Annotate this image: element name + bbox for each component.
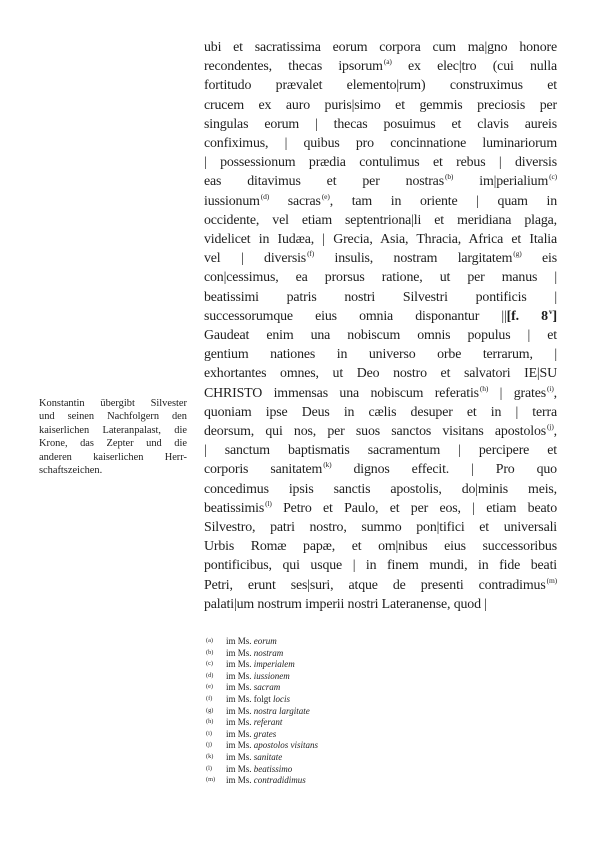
text-line	[204, 76, 557, 95]
footnote-word: sacram	[253, 682, 281, 693]
footnote-prefix: im Ms.	[226, 659, 252, 670]
text-line	[204, 595, 557, 614]
footnote-ref: (k)	[323, 460, 332, 470]
text-run: | grates	[488, 385, 547, 401]
footnote-mark: (c)	[206, 660, 213, 668]
footnote-ref: (a)	[383, 57, 392, 67]
footnote-ref: (e)	[321, 191, 330, 201]
text-run: Petri, erunt ses|suri, atque de presenti contradimus	[204, 577, 546, 593]
footnote-mark: (a)	[206, 637, 213, 644]
footnote-prefix: im Ms.	[226, 647, 252, 658]
text-line	[204, 192, 557, 211]
text-line	[204, 230, 557, 249]
text-run: occidente, vel etiam septentriona|li et meridiana plaga,	[204, 212, 557, 228]
footnote-word: contradidimus	[253, 775, 306, 786]
text-line	[204, 518, 557, 537]
text-run: con|cessimus, ea prorsus ratione, ut per manus |	[204, 270, 557, 286]
footnote-text	[226, 764, 292, 776]
text-run: quoniam ipse Deus in cælis desuper et in | terra	[204, 404, 557, 420]
footnote-prefix: im Ms. folgt	[226, 693, 271, 704]
text-run: gentium nationes in universo orbe terrarum, |	[204, 347, 557, 363]
footnote-word: eorum	[253, 636, 277, 646]
text-run: ubi et sacratissima eorum corpora cum ma|gno honore	[204, 40, 557, 55]
footnote-mark: (g)	[206, 706, 214, 714]
text-run: corporis sanitatem	[204, 462, 323, 478]
text-line	[204, 556, 557, 575]
footnote-mark: (h)	[206, 718, 214, 726]
footnote-mark: (l)	[206, 764, 212, 772]
text-line	[204, 288, 557, 307]
text-run: Gaudeat enim una nobiscum omnis populus | et	[204, 328, 557, 344]
footnote-word: imperialem	[253, 659, 295, 670]
text-line	[204, 134, 557, 153]
margin-note-line: Krone, das Zepter und die	[39, 438, 187, 450]
text-run: crucem ex auro puris|simo et gemmis preciosis per	[204, 97, 557, 113]
text-line	[204, 268, 557, 287]
text-run: palati|um nostrum imperii nostri Lateranense, quod |	[204, 596, 487, 612]
footnote-text	[226, 717, 282, 729]
text-line	[204, 307, 557, 326]
text-run: deorsum, qui nos, per suos sanctos visitans apostolos	[204, 424, 547, 440]
text-line	[204, 480, 557, 499]
margin-note-line: anderen kaiserlichen Herr-	[39, 451, 187, 463]
text-run: concedimus ipsis sanctis apostolis, do|minis meis,	[204, 481, 557, 497]
footnote-ref: (b)	[444, 172, 454, 182]
footnote-ref: (l)	[265, 498, 272, 508]
footnote-prefix: im Ms.	[226, 717, 252, 728]
text-line	[204, 38, 557, 57]
footnote	[206, 775, 318, 787]
text-run: im|perialium	[453, 174, 549, 190]
footnote-word: apostolos visitans	[253, 740, 319, 751]
footnotes	[206, 636, 318, 787]
footnote-prefix: im Ms.	[226, 775, 252, 786]
margin-note-line: kaiserlichen Lateranpalast, die	[39, 424, 187, 436]
text-run: singulas eorum | thecas posuimus et clavis aureis	[204, 116, 557, 132]
footnote-prefix: im Ms.	[226, 728, 252, 739]
footnote-word: grates	[253, 728, 277, 739]
footnote-word: referant	[253, 717, 283, 728]
footnote-text	[226, 671, 290, 683]
text-run: videlicet in Iudæa, | Grecia, Asia, Thracia, Africa et Italia	[204, 232, 557, 248]
footnote-mark: (j)	[206, 741, 212, 749]
footnote-text	[226, 636, 277, 648]
text-run: dignos effecit. | Pro quo	[331, 462, 557, 478]
text-line	[204, 499, 557, 518]
footnote-text	[226, 706, 310, 718]
folio-marker: ]	[552, 308, 557, 324]
footnote-text	[226, 682, 280, 694]
text-run: iussionum	[204, 193, 260, 209]
text-run: ex elec|tro (cui nulla	[391, 59, 557, 75]
text-line	[204, 384, 557, 403]
footnote-word: iussionem	[253, 670, 290, 681]
text-run: pontificibus, qui usque | in finem mundi, in fide beati	[204, 558, 557, 574]
text-run: fortitudo prævalet elemento|rum) construximus et	[204, 78, 557, 94]
footnote-mark: (b)	[206, 648, 214, 656]
text-line	[204, 537, 557, 556]
text-run: eas ditavimus et per nostras	[204, 174, 444, 190]
footnote-ref: (j)	[547, 422, 554, 432]
footnote-ref: (h)	[479, 383, 489, 393]
footnote-prefix: im Ms.	[226, 763, 252, 774]
footnote-ref: (d)	[260, 191, 270, 201]
footnote-ref: (g)	[513, 249, 522, 259]
footnote-prefix: im Ms.	[226, 682, 252, 693]
text-run: beatissimi patris nostri Silvestri pontificis |	[204, 289, 557, 305]
footnote-text	[226, 740, 318, 752]
text-line	[204, 153, 557, 172]
text-run: vel | diversis	[204, 251, 307, 267]
text-line	[204, 96, 557, 115]
text-run: successorumque eius omnia disponantur ||	[204, 308, 507, 324]
text-run: eis	[521, 251, 557, 267]
footnote-prefix: im Ms.	[226, 751, 252, 762]
footnote-text	[226, 729, 276, 741]
footnote-mark: (d)	[206, 671, 214, 679]
text-run: Silvestro, patri nostro, summo pon|tifici et universali	[204, 520, 557, 536]
margin-note-line: schaftszeichen.	[39, 465, 103, 477]
footnote-word: nostram	[253, 647, 284, 658]
margin-note-line: und seinen Nachfolgern den	[39, 411, 187, 423]
text-line	[204, 172, 557, 191]
footnote-prefix: im Ms.	[226, 705, 252, 716]
footnote-ref: (i)	[547, 383, 554, 393]
text-line	[204, 249, 557, 268]
footnote-mark: (e)	[206, 683, 213, 691]
footnote-ref: (m)	[546, 575, 557, 585]
footnote-word: nostra largitate	[253, 705, 310, 716]
footnote-prefix: im Ms.	[226, 740, 252, 751]
text-line	[204, 115, 557, 134]
text-run: exhortantes omnes, ut Deo nostro et salvatori IE|SU	[204, 366, 557, 382]
footnote-text	[226, 659, 295, 671]
text-run: beatissimis	[204, 500, 265, 516]
footnote-mark: (i)	[206, 729, 212, 737]
text-line	[204, 211, 557, 230]
text-line	[204, 576, 557, 595]
text-line	[204, 364, 557, 383]
folio-marker: [f. 8	[506, 308, 548, 324]
text-run: | possessionum prædia contulimus et rebus | diversis	[204, 155, 557, 171]
text-run: , tam in oriente | quam in	[329, 193, 557, 209]
text-run: recondentes, thecas ipsorum	[204, 59, 383, 75]
footnote-text	[226, 648, 283, 660]
text-line	[204, 460, 557, 479]
text-run: sacras	[269, 193, 321, 209]
footnote-mark: (k)	[206, 752, 214, 760]
footnote-word: beatissimo	[253, 763, 293, 774]
text-line	[204, 403, 557, 422]
footnote-text	[226, 694, 290, 706]
text-run: Urbis Romæ papæ, et om|nibus eius successoribus	[204, 539, 557, 555]
text-run: insulis, nostram largitatem	[314, 251, 513, 267]
footnote-mark: (f)	[206, 694, 213, 702]
text-run: ,	[553, 385, 557, 401]
text-run: confiximus, | quibus pro concinnatione luminariorum	[204, 136, 557, 152]
folio-verso-mark: v	[548, 306, 553, 316]
margin-note	[39, 397, 187, 477]
footnote-text	[226, 775, 306, 787]
text-line	[204, 441, 557, 460]
footnote-text	[226, 752, 282, 764]
margin-note-line: Konstantin übergibt Silvester	[39, 398, 187, 409]
footnote-ref: (c)	[549, 172, 557, 182]
text-line	[204, 57, 557, 76]
text-line	[204, 422, 557, 441]
text-run: ,	[553, 424, 557, 440]
text-line	[204, 326, 557, 345]
footnote-word: locis	[273, 693, 291, 704]
footnote-prefix: im Ms.	[226, 636, 252, 646]
footnote-mark: (m)	[206, 776, 216, 784]
text-run: | sanctum baptismatis sacramentum | percipere et	[204, 443, 557, 459]
footnote-word: sanitate	[253, 751, 283, 762]
text-run: CHRISTO immensas una nobiscum referatis	[204, 385, 479, 401]
main-latin-text	[204, 38, 557, 614]
text-run: Petro et Paulo, et per eos, | etiam beato	[271, 500, 557, 516]
text-line	[204, 345, 557, 364]
footnote-prefix: im Ms.	[226, 670, 252, 681]
footnote-ref: (f)	[307, 249, 315, 259]
